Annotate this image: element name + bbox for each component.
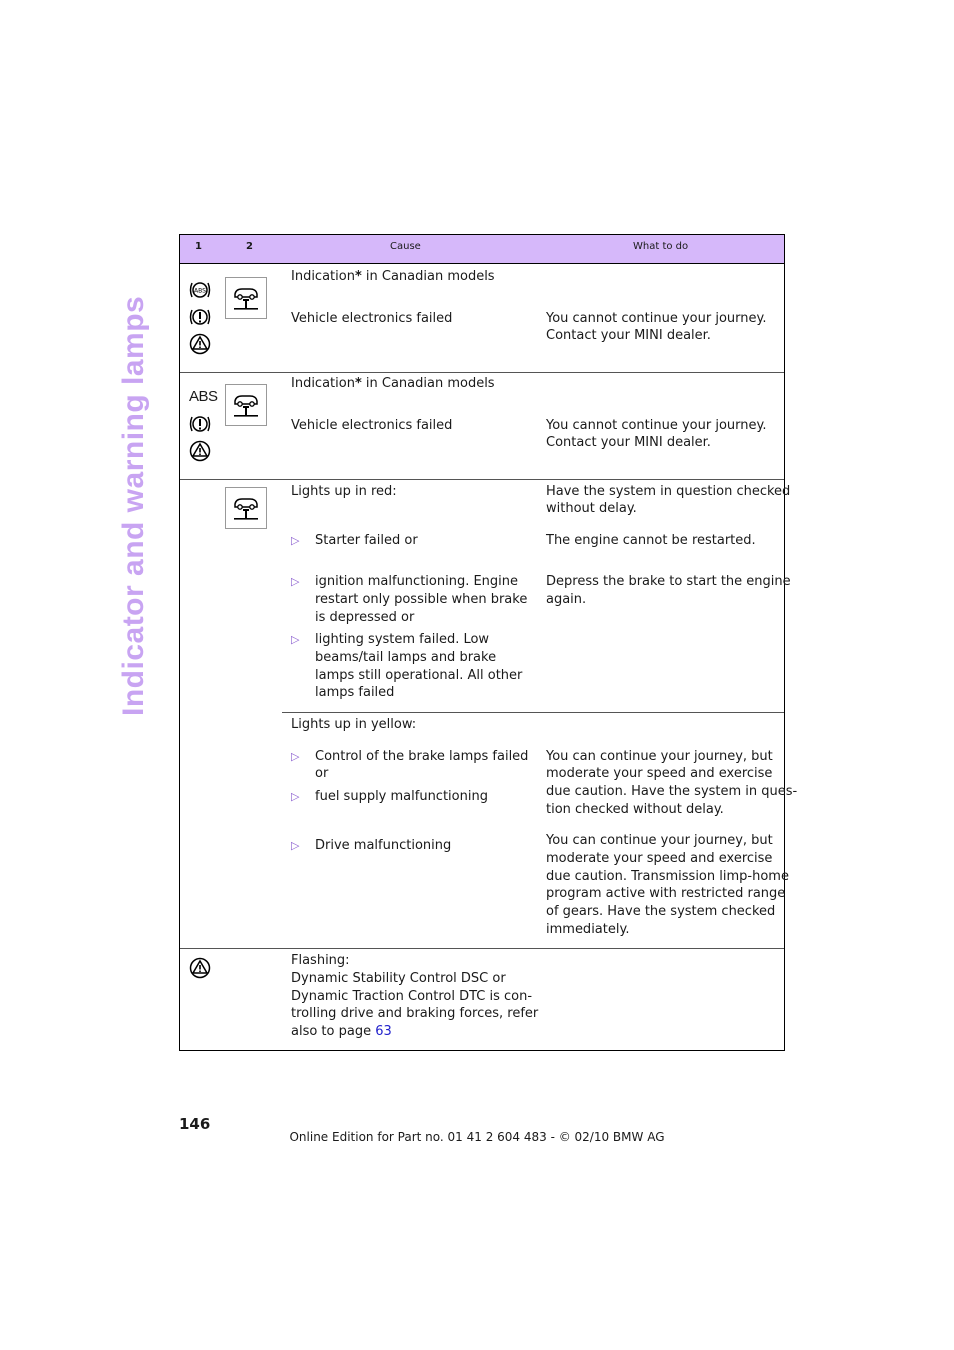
bullet-icon: ▷ — [291, 633, 300, 646]
warning-triangle-circle-icon — [188, 956, 212, 980]
yellow-action2-line3: due caution. Transmission limp-home — [546, 869, 789, 884]
flashing-line5 — [291, 1023, 392, 1041]
header-col1: 1 — [195, 241, 202, 252]
abs-circle-icon — [188, 278, 212, 302]
row-divider — [180, 948, 784, 949]
row2-indication — [291, 375, 495, 393]
bullet-icon: ▷ — [291, 575, 300, 588]
yellow-action2-line5: of gears. Have the system checked — [546, 904, 776, 919]
svg-text:ABS: ABS — [194, 287, 206, 295]
row-divider — [180, 479, 784, 480]
page-link[interactable]: 63 — [375, 1024, 392, 1039]
red-heading-action-line1: Have the system in question checked — [546, 484, 791, 499]
row2-star: * — [354, 376, 362, 391]
yellow-action2-line2: moderate your speed and exercise — [546, 851, 773, 866]
red-item2-cause-line2: restart only possible when brake — [315, 592, 528, 607]
yellow-action1-line3: due caution. Have the system in ques- — [546, 784, 798, 799]
row2-indication-text: Indication — [291, 376, 355, 391]
row1-cause: Vehicle electronics failed — [291, 311, 453, 326]
row2-action-line2: Contact your MINI dealer. — [546, 435, 711, 450]
warning-triangle-circle-icon — [188, 332, 212, 356]
red-item2-cause-line3: is depressed or — [315, 610, 415, 625]
red-heading-action-line2: without delay. — [546, 501, 637, 516]
yellow-heading: Lights up in yellow: — [291, 717, 417, 732]
flashing-line3: Dynamic Traction Control DTC is con- — [291, 989, 533, 1004]
subrow-divider — [282, 712, 784, 713]
indicator-table — [179, 234, 798, 1051]
row2-cause: Vehicle electronics failed — [291, 418, 453, 433]
row2-action-line1: You cannot continue your journey. — [546, 418, 767, 433]
car-lift-symbol-box — [225, 384, 267, 426]
bullet-icon: ▷ — [291, 790, 300, 803]
red-item2-action-line2: again. — [546, 592, 587, 607]
red-item3-cause-line1: lighting system failed. Low — [315, 632, 490, 647]
table-header — [180, 235, 784, 264]
row1-indication-text: Indication — [291, 269, 355, 284]
red-item3-cause-line3: lamps still operational. All other — [315, 668, 523, 683]
red-item3-cause-line4: lamps failed — [315, 685, 395, 700]
side-title: Indicator and warning lamps — [117, 295, 150, 716]
red-item1-action: The engine cannot be restarted. — [546, 533, 756, 548]
row1-indication — [291, 268, 495, 286]
flashing-line4: trolling drive and braking forces, refer — [291, 1006, 539, 1021]
flashing-line1: Flashing: — [291, 953, 350, 968]
header-col2: 2 — [246, 241, 253, 252]
yellow-action1-line1: You can continue your journey, but — [546, 749, 773, 764]
exclamation-circle-icon — [188, 305, 212, 329]
car-lift-symbol-box — [225, 487, 267, 529]
row1-star: * — [354, 269, 362, 284]
red-item2-action-line1: Depress the brake to start the engine — [546, 574, 791, 589]
yellow-item1-cause-line2: or — [315, 766, 329, 781]
flashing-line5-text: also to page — [291, 1024, 376, 1039]
row1-action-line2: Contact your MINI dealer. — [546, 328, 711, 343]
yellow-item2-cause: fuel supply malfunctioning — [315, 789, 488, 804]
row-divider — [180, 372, 784, 373]
row1-action-line1: You cannot continue your journey. — [546, 311, 767, 326]
header-what-to-do: What to do — [633, 241, 689, 252]
red-item3-cause-line2: beams/tail lamps and brake — [315, 650, 497, 665]
header-cause: Cause — [390, 241, 421, 252]
car-lift-icon — [226, 488, 266, 528]
yellow-item1-cause-line1: Control of the brake lamps failed — [315, 749, 529, 764]
warning-triangle-circle-icon — [188, 439, 212, 463]
red-heading: Lights up in red: — [291, 484, 397, 499]
yellow-action2-line6: immediately. — [546, 922, 630, 937]
flashing-line2: Dynamic Stability Control DSC or — [291, 971, 506, 986]
yellow-action2-line1: You can continue your journey, but — [546, 833, 773, 848]
yellow-action2-line4: program active with restricted range — [546, 886, 786, 901]
yellow-action1-line4: tion checked without delay. — [546, 802, 724, 817]
bullet-icon: ▷ — [291, 839, 300, 852]
car-lift-symbol-box — [225, 277, 267, 319]
page-number: 146 — [179, 1115, 211, 1133]
yellow-item3-cause: Drive malfunctioning — [315, 838, 452, 853]
exclamation-circle-icon — [188, 412, 212, 436]
row1-indication-suffix: in Canadian models — [361, 269, 495, 284]
row2-indication-suffix: in Canadian models — [361, 376, 495, 391]
yellow-action1-line2: moderate your speed and exercise — [546, 766, 773, 781]
bullet-icon: ▷ — [291, 750, 300, 763]
abs-text-icon: ABS — [189, 388, 218, 405]
bullet-icon: ▷ — [291, 534, 300, 547]
red-item2-cause-line1: ignition malfunctioning. Engine — [315, 574, 519, 589]
car-lift-icon — [226, 385, 266, 425]
car-lift-icon — [226, 278, 266, 318]
footer: Online Edition for Part no. 01 41 2 604 483 - © 02/10 BMW AG — [289, 1130, 665, 1144]
red-item1-cause: Starter failed or — [315, 533, 418, 548]
